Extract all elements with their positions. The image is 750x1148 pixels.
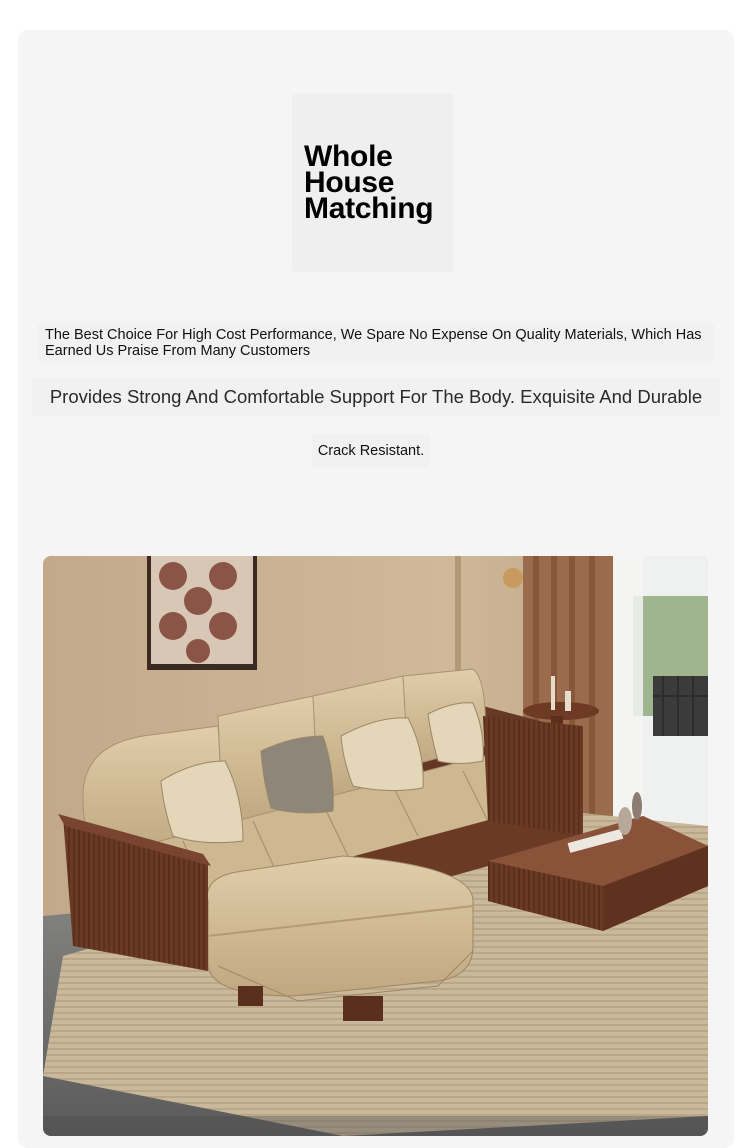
title-line-1: Whole: [304, 140, 393, 173]
description-paragraph-2: Provides Strong And Comfortable Support For The Body. Exquisite And Durable: [32, 378, 720, 416]
description-paragraph-3: Crack Resistant.: [312, 434, 430, 468]
description-paragraph-1: The Best Choice For High Cost Performance, We Spare No Expense On Quality Materials, Which Has Earned Us Praise From Many Customers: [38, 323, 714, 363]
product-detail-card: [18, 30, 734, 1148]
title-line-2: House: [304, 166, 395, 199]
title-line-3: Matching: [304, 192, 434, 225]
sofa-icon: [43, 556, 708, 1136]
page-title: [304, 140, 464, 225]
product-photo: [43, 556, 708, 1136]
